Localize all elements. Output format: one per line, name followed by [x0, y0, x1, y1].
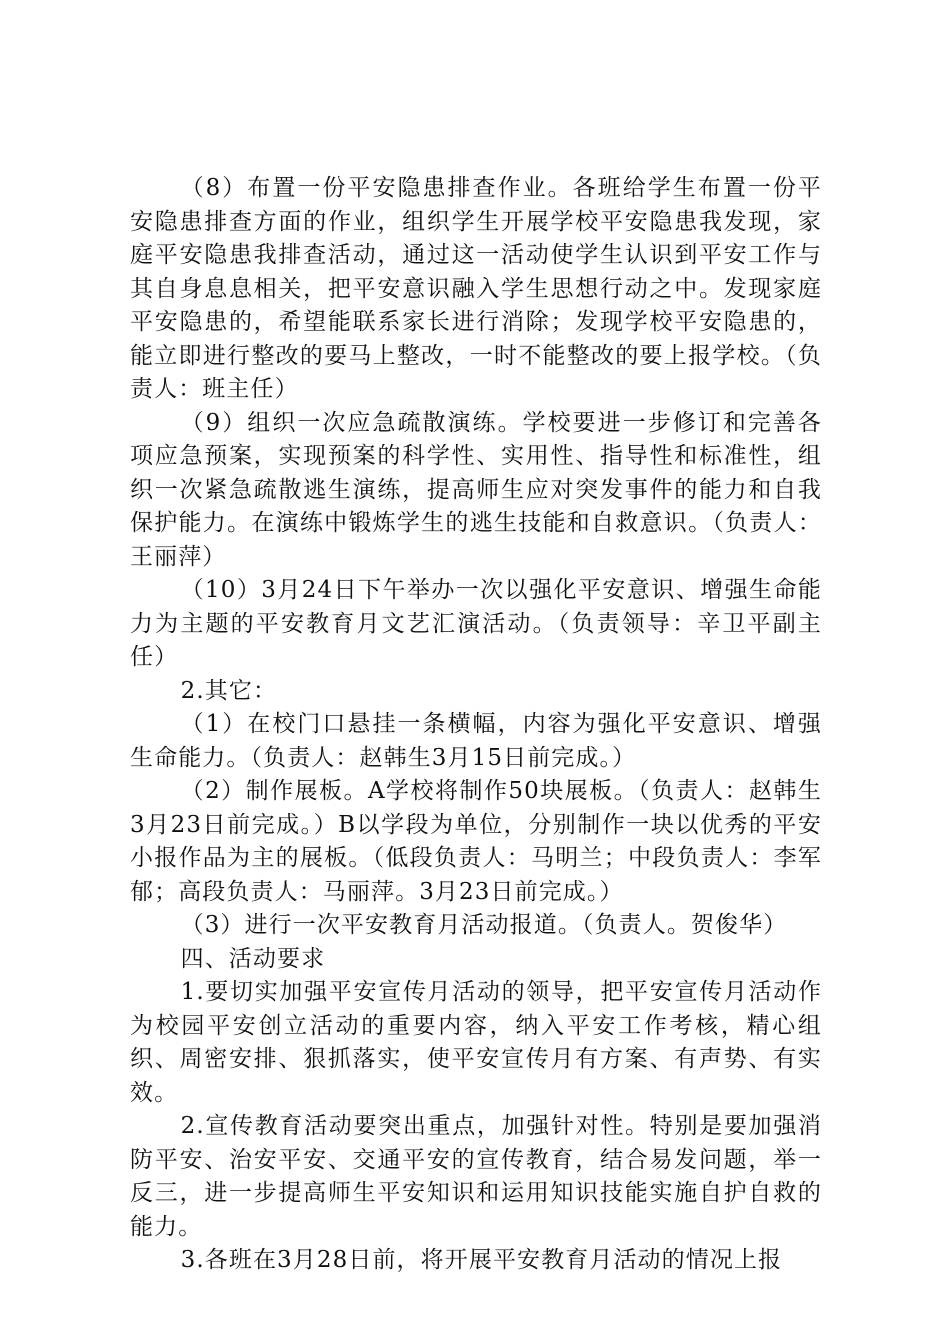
paragraph-other-2: （2）制作展板。A学校将制作50块展板。（负责人：赵韩生3月23日前完成。）B以学段为单位，分别制作一块以优秀的平安小报作品为主的展板。（低段负责人：马明兰；中段负责人：李军郁；高段负责人：马丽萍。3月23日前完成。） — [130, 778, 822, 905]
paragraph-requirement-2: 2.宣传教育活动要突出重点，加强针对性。特别是要加强消防平安、治安平安、交通平安的宣传教育，结合易发问题，举一反三，进一步提高师生平安知识和运用知识技能实施自护自救的能力。 — [130, 1113, 822, 1240]
paragraph-item-8: （8）布置一份平安隐患排查作业。各班给学生布置一份平安隐患排查方面的作业，组织学生开展学校平安隐患我发现，家庭平安隐患我排查活动，通过这一活动使学生认识到平安工作与其自身息息相关，把平安意识融入学生思想行动之中。发现家庭平安隐患的，希望能联系家长进行消除；发现学校平安隐患的，能立即进行整改的要马上整改，一时不能整改的要上报学校。（负责人：班主任） — [130, 175, 822, 402]
section-heading-requirements: 四、活动要求 — [180, 945, 326, 972]
paragraph-other-1: （1）在校门口悬挂一条横幅，内容为强化平安意识、增强生命能力。（负责人：赵韩生3月15日前完成。） — [130, 711, 822, 771]
paragraph-item-9: （9）组织一次应急疏散演练。学校要进一步修订和完善各项应急预案，实现预案的科学性、实用性、指导性和标准性，组织一次紧急疏散逃生演练，提高师生应对突发事件的能力和自我保护能力。在演练中锻炼学生的逃生技能和自救意识。（负责人：王丽萍） — [130, 409, 822, 570]
document-body — [130, 172, 822, 1278]
paragraph-other-3: （3）进行一次平安教育月活动报道。（负责人。贺俊华） — [180, 912, 788, 938]
paragraph-requirement-1: 1.要切实加强平安宣传月活动的领导，把平安宣传月活动作为校园平安创立活动的重要内容，纳入平安工作考核，精心组织、周密安排、狠抓落实，使平安宣传月有方案、有声势、有实效。 — [130, 979, 822, 1106]
paragraph-item-10: （10）3月24日下午举办一次以强化平安意识、增强生命能力为主题的平安教育月文艺汇演活动。（负责领导：辛卫平副主任） — [130, 577, 822, 670]
section-heading-other: 2.其它： — [180, 677, 278, 704]
paragraph-requirement-3: 3.各班在3月28日前，将开展平安教育月活动的情况上报 — [180, 1247, 783, 1273]
